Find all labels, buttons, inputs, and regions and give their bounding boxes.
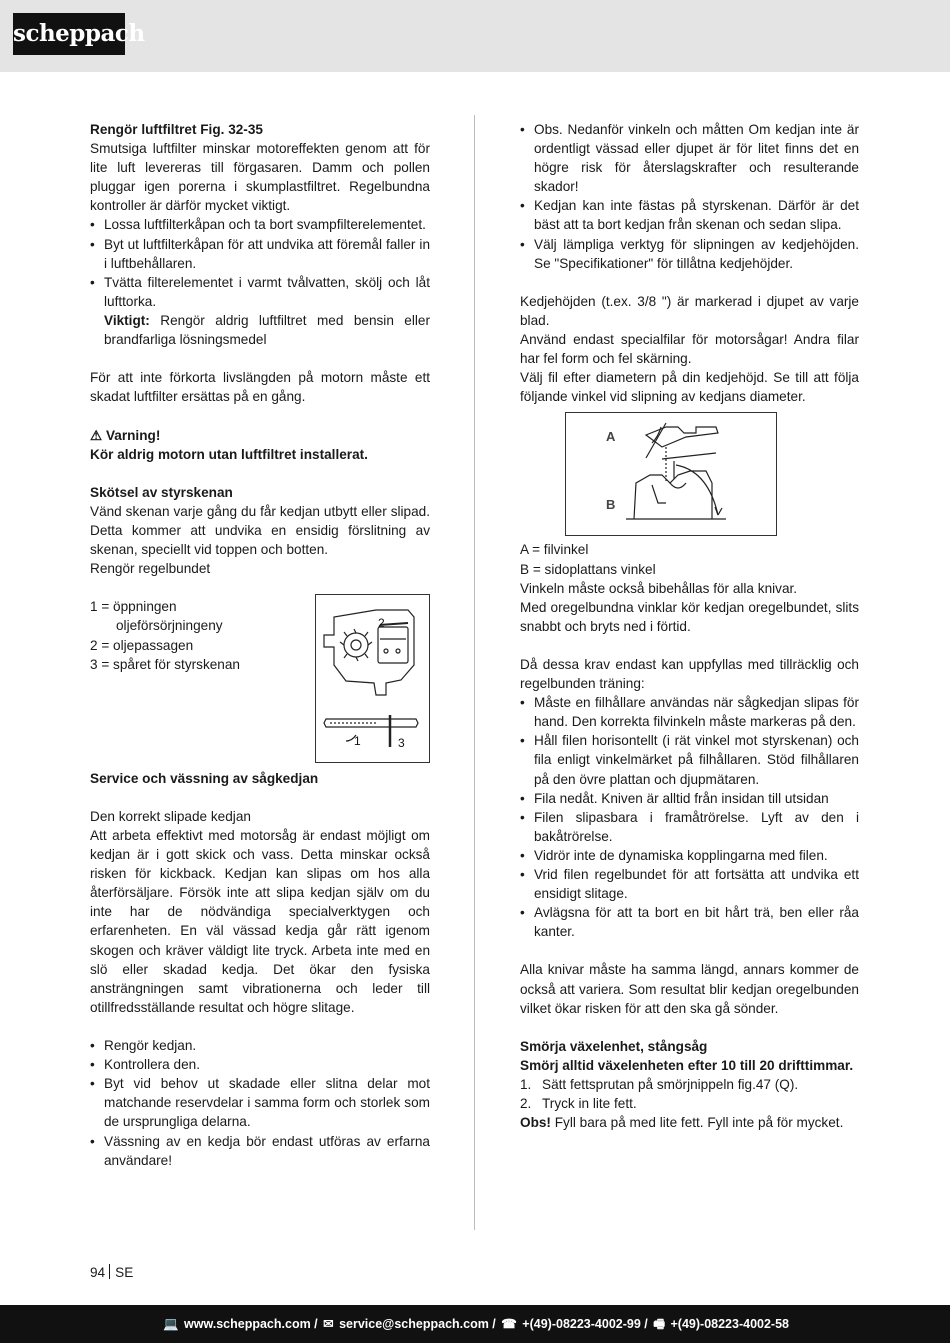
angle-text2: Med oregelbundna vinklar kör kedjan oregelbundet, slits snabbt och bryts ned i förtid. (520, 599, 859, 634)
warning-title: ⚠ Varning! (90, 427, 161, 443)
scheppach-logo: scheppach (13, 13, 125, 55)
mail-icon: ✉ (323, 1317, 334, 1331)
footer-fax: +(49)-08223-4002-58 (667, 1317, 789, 1331)
fax-icon: 🖷 (653, 1317, 666, 1331)
sharpening-notes (520, 120, 859, 273)
header-band (0, 0, 950, 72)
footer-web[interactable]: www.scheppach.com / (180, 1317, 322, 1331)
guide-bar-text: Vänd skenan varje gång du får kedjan utbytt eller slipad. Detta kommer att undvika en ensidig förslitning av skenan, speciellt vid toppen och botten. (90, 503, 430, 558)
air-filter-para2: För att inte förkorta livslängden på motorn måste ett skadat luftfilter ersättas på en gång. (90, 370, 430, 405)
page-number: 94 SE (90, 1265, 134, 1280)
fig-label-1: 1 (354, 734, 361, 748)
fig-label-2: 2 (378, 616, 385, 630)
list-item: • Fila nedåt. Kniven är alltid från insidan till utsidan (520, 789, 859, 808)
list-item: • Kontrollera den. (90, 1055, 430, 1074)
warning-icon: ⚠ (90, 427, 103, 443)
guide-bar-clean: Rengör regelbundet (90, 561, 211, 577)
list-item: • Byt ut luftfilterkåpan för att undvika att föremål faller in i luftbehållaren. (90, 235, 430, 273)
page-lang: SE (115, 1265, 134, 1280)
list-item: • Välj lämpliga verktyg för slipningen av kedjehöjden. Se "Specifikationer" för tillåtna kedjehöjder. (520, 235, 859, 273)
warning-text: Kör aldrig motorn utan luftfiltret installerat. (90, 446, 368, 462)
legend-a: A = filvinkel (520, 542, 589, 558)
guide-bar-figure (315, 594, 430, 763)
filing-bullets (520, 693, 859, 941)
list-item: • Rengör kedjan. (90, 1036, 430, 1055)
legend-1b: oljeförsörjningeny (116, 618, 223, 634)
training-text: Då dessa krav endast kan uppfyllas med tillräcklig och regelbunden träning: (520, 656, 859, 692)
service-heading: Service och vässning av sågkedjan (90, 770, 319, 786)
important-note (90, 311, 430, 349)
list-item: • Byt vid behov ut skadade eller slitna delar mot matchande reservdelar i samma form och storlek som de ursprungliga delarna. (90, 1074, 430, 1131)
fig-label-a: A (606, 429, 616, 444)
list-item: • Filen slipasbara i framåtrörelse. Lyft av den i bakåtrörelse. (520, 808, 859, 846)
list-item: • Vässning av en kedja bör endast utföras av erfarna användare! (90, 1132, 430, 1170)
legend-1: 1 = öppningen (90, 599, 177, 615)
choose-text: Välj fil efter diametern på din kedjehöjd. Se till att följa följande vinkel vid slipning av kedjans diameter. (520, 370, 859, 405)
list-item: • Håll filen horisontellt (i rät vinkel mot styrskenan) och fila enligt vinkelmärket på filhållaren. Stöd filhållaren på den övre plattan och djupmätaren. (520, 731, 859, 788)
air-filter-bullets (90, 215, 430, 310)
gear-steps (520, 1075, 859, 1113)
important-text: Rengör aldrig luftfiltret med bensin eller brandfarliga lösningsmedel (104, 312, 430, 348)
important-label: Viktigt: (104, 312, 150, 328)
computer-icon: 💻 (162, 1317, 179, 1331)
list-item: • Avlägsna för att ta bort en bit hårt trä, ben eller råa kanter. (520, 903, 859, 941)
air-filter-intro: Smutsiga luftfilter minskar motoreffekten genom att för lite luft levereras till förgasaren. Damm och pollen pluggar igen porerna i skumplastfiltret. Regelbundna kontroller är därför mycket viktigt. (90, 141, 430, 214)
legend-2: 2 = oljepassagen (90, 637, 194, 653)
service-text: Att arbeta effektivt med motorsåg är endast möjligt om kedjan är i gott skick och vass. Detta minskar också risken för kickback. Kedjan kan slipas om hos alla återförsäljare. Försök inte att slipa kedjan själv om du inte har de nödvändiga specialverktygen och erfarenheten. En väl vässad kedja går rätt igenom skogen och kräver väldigt lite tryck. Arbeta inte med en slö eller skadad kedja. Det ökar den fysiska ansträngningen samt vibrationerna och leder till otillfredsställande resultat och högre slitage. (90, 828, 430, 1015)
list-item: 1. Sätt fettsprutan på smörjnippeln fig.47 (Q). (520, 1077, 799, 1093)
list-item: • Tvätta filterelementet i varmt tvålvatten, skölj och låt lufttorka. (90, 273, 430, 311)
right-column (520, 120, 859, 1132)
gear-heading: Smörja växelenhet, stångsåg (520, 1038, 708, 1054)
air-filter-heading: Rengör luftfiltret Fig. 32-35 (90, 122, 263, 137)
footer-mail[interactable]: service@scheppach.com / (335, 1317, 500, 1331)
list-item: • Lossa luftfilterkåpan och ta bort svampfilterelementet. (90, 215, 430, 234)
guide-bar-drawing (316, 595, 429, 762)
fig-label-3: 3 (398, 736, 405, 750)
gear-note-label: Obs! (520, 1115, 551, 1131)
gear-subheading: Smörj alltid växelenheten efter 10 till 20 drifttimmar. (520, 1057, 854, 1073)
list-item: • Obs. Nedanför vinkeln och måtten Om kedjan inte är ordentligt vässad eller djupet är för litet finns det en högre risk för återslagskrafter och resulterande skador! (520, 120, 859, 196)
chain-angle-figure (565, 412, 777, 536)
chain-height-text: Kedjehöjden (t.ex. 3/8 ") är markerad i djupet av varje blad. (520, 293, 859, 328)
list-item: • Vrid filen regelbundet för att fortsätta att undvika ett ensidigt slitage. (520, 865, 859, 903)
list-item: • Vidrör inte de dynamiska kopplingarna med filen. (520, 846, 859, 865)
list-item: • Kedjan kan inte fästas på styrskenan. Därför är det bäst att ta bort kedjan från skenan och sedan slipa. (520, 196, 859, 234)
gear-note-text: Fyll bara på med lite fett. Fyll inte på för mycket. (550, 1115, 844, 1131)
files-text: Använd endast specialfilar för motorsågar! Andra filar har fel form och fel skärning. (520, 332, 859, 367)
footer-contact-bar (0, 1305, 950, 1343)
gear-note (520, 1113, 859, 1132)
column-divider (474, 115, 475, 1230)
knives-text: Alla knivar måste ha samma längd, annars kommer de också att variera. Som resultat blir kedjan oregelbunden vilket ökar risken för att den ska gå sönder. (520, 962, 859, 1016)
legend-3: 3 = spåret för styrskenan (90, 656, 240, 672)
angle-text1: Vinkeln måste också bibehållas för alla knivar. (520, 580, 798, 596)
legend-b: B = sidoplattans vinkel (520, 561, 656, 577)
list-item: • Måste en filhållare användas när sågkedjan slipas för hand. Den korrekta filvinkeln måste markeras på den. (520, 693, 859, 731)
guide-bar-heading: Skötsel av styrskenan (90, 484, 233, 500)
phone-icon: ☎ (501, 1317, 517, 1331)
list-item: 2. Tryck in lite fett. (520, 1096, 637, 1112)
service-bullets (90, 1036, 430, 1170)
footer-phone: +(49)-08223-4002-99 / (518, 1317, 652, 1331)
service-subheading: Den korrekt slipade kedjan (90, 808, 251, 824)
fig-label-b: B (606, 497, 616, 512)
chain-angle-drawing (566, 413, 776, 535)
